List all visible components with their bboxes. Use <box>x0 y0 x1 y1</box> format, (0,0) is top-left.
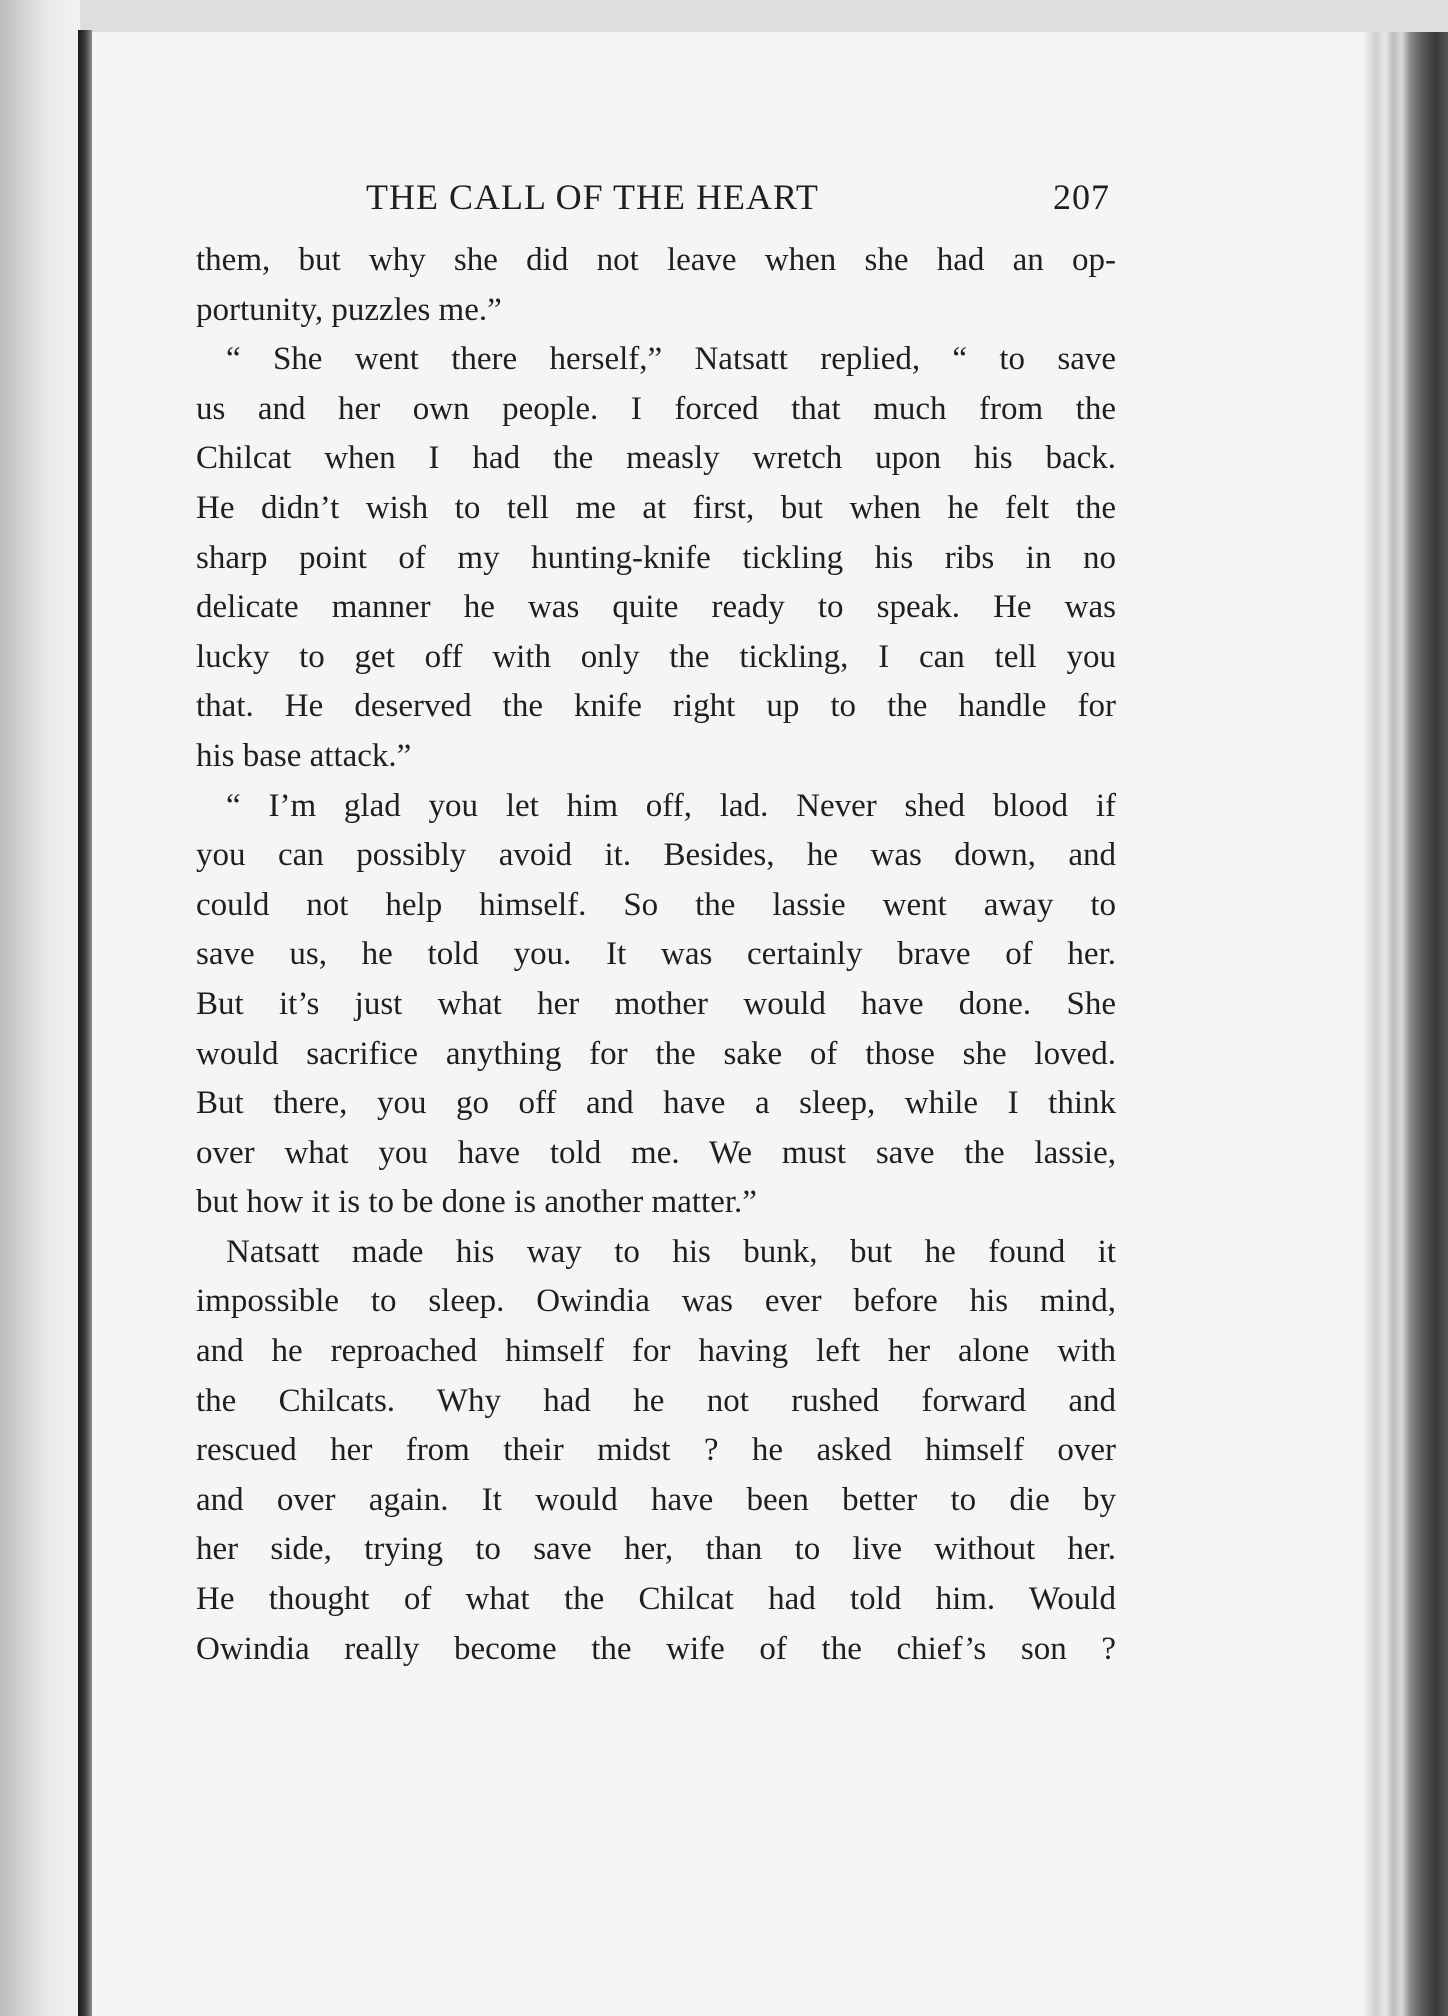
text-line: Owindia really become the wife of the chief’s son ? <box>196 1630 1116 1667</box>
text-line: us and her own people. I forced that much from the <box>196 390 1116 427</box>
text-line: would sacrifice anything for the sake of those she loved. <box>196 1035 1116 1072</box>
text-line: He thought of what the Chilcat had told him. Would <box>196 1581 1116 1618</box>
book-gutter-shadow <box>78 30 92 2016</box>
text-line: his base attack.” <box>196 737 412 774</box>
text-line: sharp point of my hunting-knife tickling his ribs in no <box>196 539 1116 576</box>
text-line: and over again. It would have been better to die by <box>196 1481 1116 1518</box>
page-text-block <box>196 176 1116 1674</box>
text-line: the Chilcats. Why had he not rushed forward and <box>196 1382 1116 1419</box>
text-line: “ I’m glad you let him off, lad. Never shed blood if <box>226 787 1116 824</box>
text-line: but how it is to be done is another matter.” <box>196 1184 757 1221</box>
text-line: lucky to get off with only the tickling, I can tell you <box>196 638 1116 675</box>
page-stack-edge <box>1364 32 1448 2016</box>
text-line: portunity, puzzles me.” <box>196 291 502 328</box>
text-line: and he reproached himself for having left her alone with <box>196 1333 1116 1370</box>
text-line: rescued her from their midst ? he asked himself over <box>196 1432 1116 1469</box>
text-line: But it’s just what her mother would have done. She <box>196 985 1116 1022</box>
text-line: her side, trying to save her, than to live without her. <box>196 1531 1116 1568</box>
text-line: you can possibly avoid it. Besides, he was down, and <box>196 837 1116 874</box>
text-line: But there, you go off and have a sleep, while I think <box>196 1085 1116 1122</box>
text-line: “ She went there herself,” Natsatt replied, “ to save <box>226 341 1116 378</box>
text-line: Natsatt made his way to his bunk, but he found it <box>226 1233 1116 1270</box>
page-number: 207 <box>1053 177 1110 217</box>
text-line: He didn’t wish to tell me at first, but when he felt the <box>196 489 1116 526</box>
running-head <box>196 176 1116 236</box>
text-line: delicate manner he was quite ready to speak. He was <box>196 589 1116 626</box>
text-line: save us, he told you. It was certainly brave of her. <box>196 936 1116 973</box>
text-line: impossible to sleep. Owindia was ever before his mind, <box>196 1283 1116 1320</box>
text-line: that. He deserved the knife right up to the handle for <box>196 688 1116 725</box>
text-line: could not help himself. So the lassie went away to <box>196 886 1116 923</box>
running-title: THE CALL OF THE HEART <box>366 177 819 217</box>
text-line: Chilcat when I had the measly wretch upon his back. <box>196 440 1116 477</box>
left-page-edge <box>0 0 80 2016</box>
text-line: them, but why she did not leave when she had an op- <box>196 242 1116 278</box>
text-line: over what you have told me. We must save the lassie, <box>196 1134 1116 1171</box>
